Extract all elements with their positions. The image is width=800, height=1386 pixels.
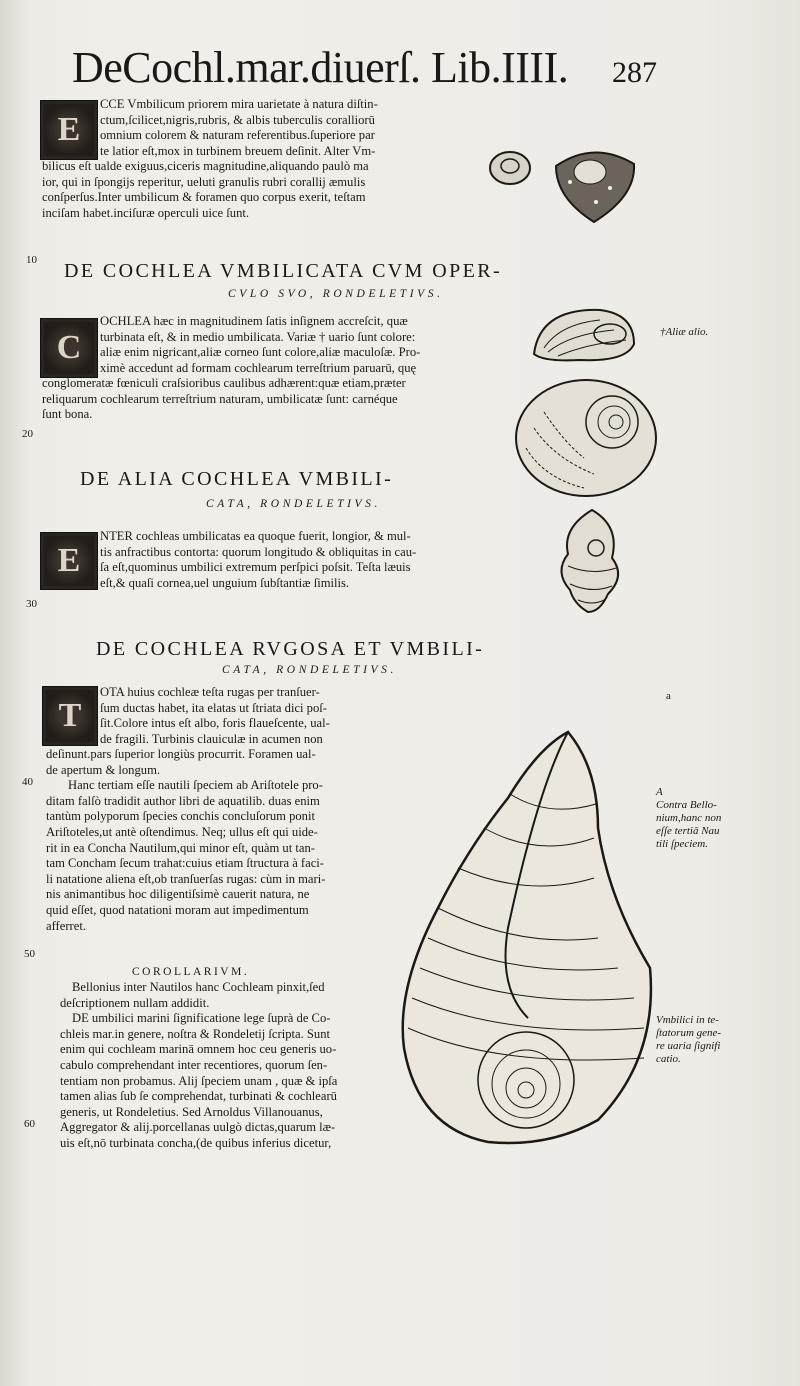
umbilicated-snail-shell-illustration [514,378,658,498]
section-subtitle: CATA, RONDELETIVS. [222,664,398,676]
elongated-umbilicated-shell-illustration [552,506,632,616]
line-number: 10 [26,254,37,266]
text-line: ior, qui in ſpongijs reperitur, ueluti granulis rubri corallij æmulis [42,174,366,189]
operculated-shell-side-illustration [530,304,640,364]
text-line: afferret. [46,918,86,933]
line-number: 40 [22,776,33,788]
section-subtitle: CATA, RONDELETIVS. [206,498,382,510]
page-number: 287 [612,56,657,89]
text-line: conglomeratæ fœniculi craſsioribus caulibus adhærent:quæ etiam,præter [42,376,406,390]
section-paragraph-tail [46,747,401,934]
text-line: turbinata eſt, & in medio umbilicata. Variæ † uario ſunt colore: [100,329,416,344]
margin-note-line: tili ſpeciem. [656,838,708,850]
text-line: nis animantibus hoc diligentiſsimè cauerit natura, ne [46,887,310,902]
text-line: cabulo comprehendant inter recentiores, quorum ſen- [60,1057,328,1072]
section-paragraph [100,529,520,591]
running-header: DeCochl.mar.diuerſ. Lib.IIII. [72,43,569,92]
text-line: aliæ enim nigricant,aliæ corneo ſunt colore,aliæ maculoſæ. Pro- [100,345,421,360]
text-line: tentiam non probamus. Alij ſpeciem unam , quæ & ipſa [60,1073,338,1088]
text-line: Bellonius inter Nautilos hanc Cochleam pinxit,ſed [72,980,325,994]
text-line: ximè accedunt ad formam cochlearum terreſtrium paruarū, quę [100,360,417,375]
text-line: tis anfractibus contorta: quorum longitudo & obliquitas in cau- [100,544,417,559]
margin-note-contra [656,786,776,851]
margin-note-line: catio. [656,1053,681,1065]
text-line: OCHLEA hæc in magnitudinem ſatis inſignem accreſcit, quæ [100,314,408,328]
text-line: eſt,& quaſi cornea,uel unguium ſubſtantiæ ſimilis. [100,575,350,590]
text-line: conſperſus.Inter umbilicum & foramen quo corpus exerit, teſtam [42,190,366,205]
line-number: 30 [26,598,37,610]
margin-note-line: A [656,786,663,798]
text-line: OTA huius cochleæ teſta rugas per tranſuer- [100,685,320,699]
margin-note-line: Contra Bello- [656,799,717,811]
text-line: NTER cochleas umbilicatas ea quoque fuerit, longior, & mul- [100,529,411,543]
section-paragraph-tail [42,376,517,423]
text-line: de fragili. Turbinis clauiculæ in acumen non [100,731,323,746]
text-line: li natatione aliena eſt,ob tranſuerſas rugas: cùm in mari- [46,871,326,886]
corollarium-paragraph [60,980,400,1152]
decorated-initial-e: E [40,100,98,160]
margin-note-line: eſſe tertiā Nau [656,825,720,837]
margin-mark: a [666,690,671,702]
text-line: te latior eſt,mox in turbinem breuem deſinit. Alter Vm- [100,143,376,158]
corollarium-heading: COROLLARIVM. [132,966,250,978]
text-line: omnium colorem & naturam referentibus.ſuperiore par [100,128,375,143]
small-umbilicus-shells-illustration [486,146,636,226]
line-number: 20 [22,428,33,440]
decorated-initial-e: E [40,532,98,590]
text-line: reliquarum cochlearum terreſtrium naturam, umbilicatæ ſunt: carnéque [42,391,398,406]
margin-note-line: Vmbilici in te- [656,1014,719,1026]
text-line: Aggregator & alij.porcellanas uulgò dictas,quarum læ- [60,1120,336,1135]
text-line: deſinunt.pars ſuperior longiùs procurrit. Foramen ual- [46,747,316,761]
line-number: 60 [24,1118,35,1130]
text-line: ſit.Colore intus eſt albo, foris flaueſcente, ual- [100,716,330,731]
margin-note: †Aliæ alio. [660,326,709,338]
text-line: de apertum & longum. [46,762,161,777]
margin-note-line: ſtatorum gene- [656,1027,722,1039]
text-line: rit in ea Concha Nautilum,qui minor eſt, quàm ut tan- [46,840,315,855]
decorated-initial-c: C [40,318,98,378]
text-line: tam Concham ſecum trahat:cuius etiam ſtructura à faci- [46,856,324,871]
text-line: Ariſtoteles,ut antè oſtendimus. Neq; ullus eſt qui uide- [46,824,318,839]
text-line: ctum,ſcilicet,nigris,rubris, & albis tuberculis coralliorū [100,112,375,127]
text-line: DE umbilici marini ſignificatione lege ſuprà de Co- [72,1011,331,1026]
text-line: ditam falſò tradidit author libri de aquatilib. duas enim [46,793,320,808]
text-line: ſum ductas habet, ita elatas ut ſtriata dici poſ- [100,700,327,715]
section-title: DE COCHLEA RVGOSA ET VMBILI- [96,638,485,660]
text-line: inciſam habet.inciſuræ operculi uice ſunt. [42,205,250,220]
intro-paragraph-head [100,97,480,159]
section-title: DE ALIA COCHLEA VMBILI- [80,468,394,490]
text-line: deſcriptionem nullam addidit. [60,995,210,1010]
margin-note-line: nium,hanc non [656,812,722,824]
text-line: tamen alias ſub ſe comprehendat, turbinati & cochlearū [60,1089,337,1104]
section-subtitle: CVLO SVO, RONDELETIVS. [228,288,444,300]
line-number: 50 [24,948,35,960]
text-line: ſunt bona. [42,407,93,422]
text-line: CCE Vmbilicum priorem mira uarietate à natura diſtin- [100,97,378,111]
intro-paragraph-tail [42,159,482,221]
section-paragraph-head [100,685,400,747]
text-line: generis, ut Rondeletius. Sed Arnoldus Villanouanus, [60,1104,323,1119]
text-line: enim qui cochleam marinā omnem hoc ceu generis uo- [60,1042,337,1057]
section-paragraph-head [100,314,515,376]
section-title: DE COCHLEA VMBILICATA CVM OPER- [64,260,503,282]
text-line: chleis mar.in genere, noſtra & Rondeletij ſcripta. Sunt [60,1026,330,1041]
text-line: tantùm polyporum ſpecies conchis concluſorum ponit [46,809,315,824]
margin-note-umbilici [656,1014,776,1066]
text-line: bilicus eſt ualde exiguus,ciceris magnitudine,aliquando paulò ma [42,159,369,173]
text-line: quid eſſet, quod natationi moram aut impedimentum [46,902,309,917]
text-line: uis eſt,nō turbinata concha,(de quibus inferius dicetur, [60,1135,332,1150]
rugose-umbilicated-shell-illustration [398,728,654,1148]
margin-note-line: re uaria ſignifi [656,1040,721,1052]
text-line: Hanc tertiam eſſe nautili ſpeciem ab Ariſtotele pro- [68,778,323,793]
decorated-initial-t: T [42,686,98,746]
text-line: ſa eſt,quominus umbilici extremum perſpici poſsit. Teſta læuis [100,560,411,575]
